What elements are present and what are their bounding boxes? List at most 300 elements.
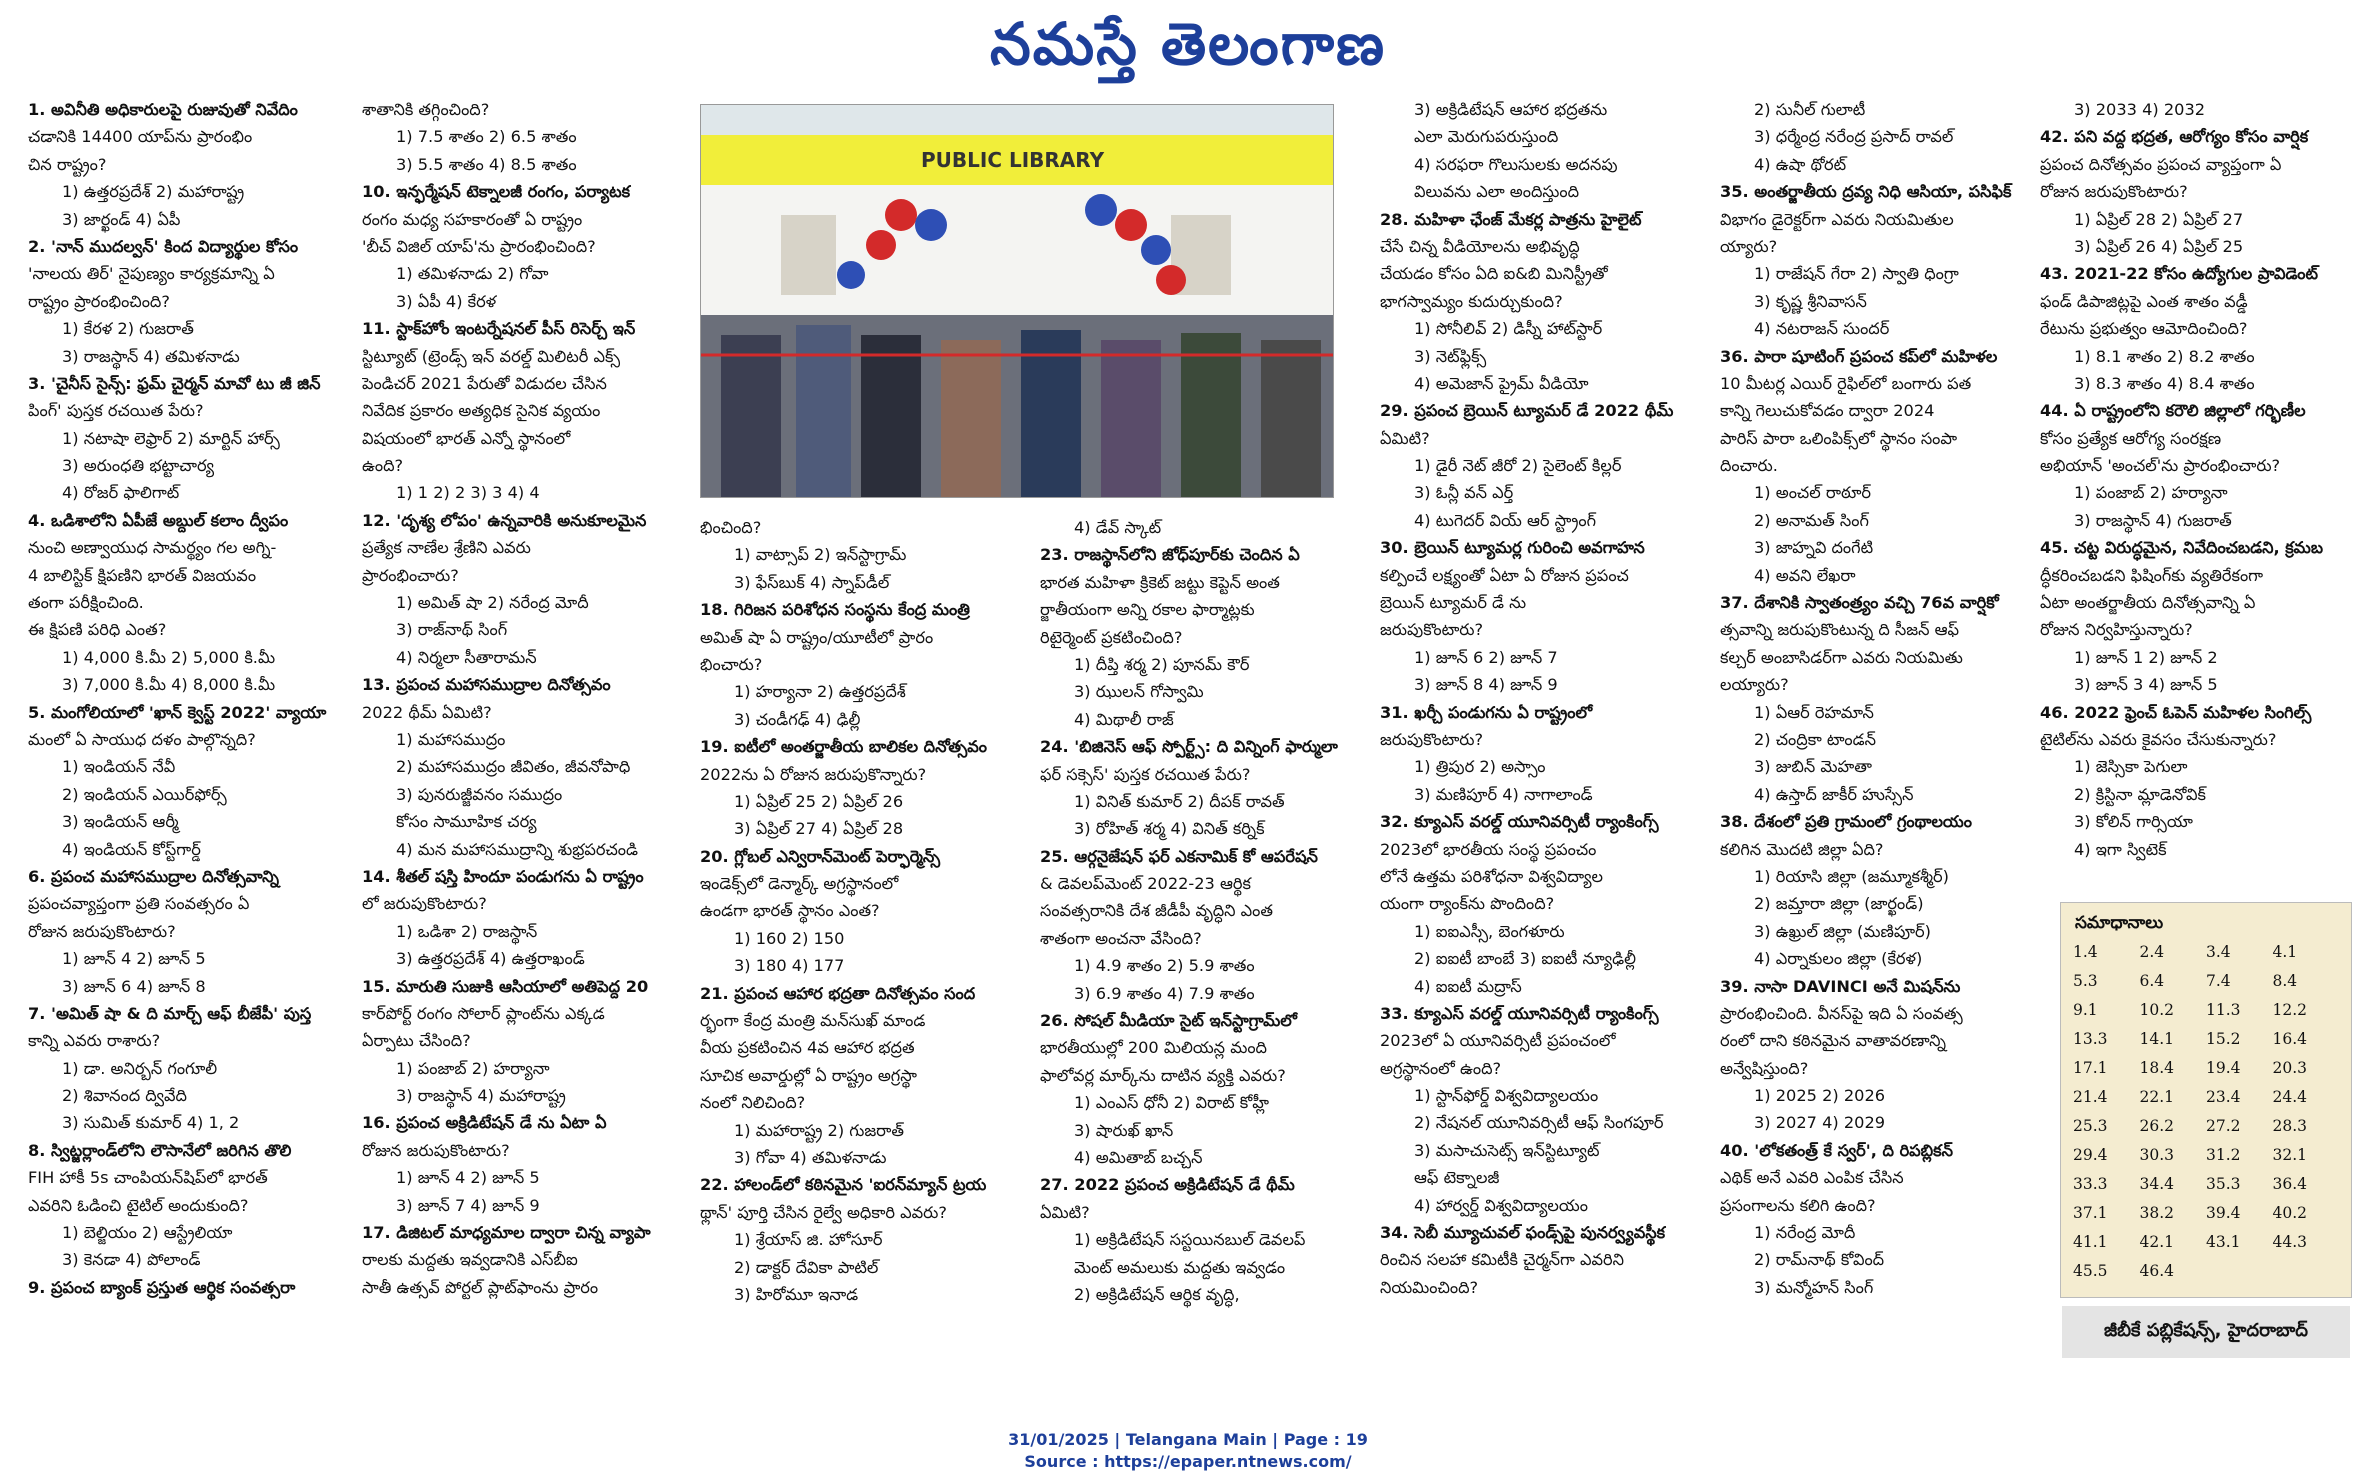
- option-line: 4) ఇగా స్విటెక్: [2074, 839, 2167, 859]
- column-1: [28, 96, 373, 1301]
- option-line: మెంట్ అమలుకు మద్దతు ఇవ్వడం: [1074, 1257, 1286, 1277]
- text-line: విభాగం డైరెక్టర్‌గా ఎవరు నియమితుల: [1720, 209, 1954, 229]
- option-line: 3) పునరుజ్జీవనం సముద్రం: [396, 784, 563, 804]
- question-line: 15. మారుతి సుజుకి ఆసియాలో అతిపెద్ద 20: [362, 976, 649, 996]
- option-line: 4) టుగెదర్ వియ్ ఆర్ స్ట్రాంగ్: [1414, 510, 1597, 530]
- option-line: 1) ఏఆర్ రెహమాన్: [1754, 702, 1874, 722]
- option-line: 1) డైరీ నెట్ జీరో 2) సైలెంట్ కిల్లర్: [1414, 456, 1622, 476]
- option-line: 1) స్టాన్‌ఫోర్డ్ విశ్వవిద్యాలయం: [1414, 1086, 1599, 1106]
- text-line: నంలో నిలిచింది?: [700, 1093, 806, 1113]
- text-line: కల్పించే లక్ష్యంతో ఏటా ఏ రోజున ప్రపంచ: [1380, 565, 1629, 585]
- option-line: 1) ఇండియన్ నేవీ: [62, 757, 176, 777]
- option-line: 3) ఏపీ 4) కేరళ: [396, 291, 497, 311]
- text-line: నియమించింది?: [1380, 1277, 1479, 1297]
- option-line: 3) 6.9 శాతం 4) 7.9 శాతం: [1074, 983, 1255, 1003]
- text-line: 2022ను ఏ రోజున జరుపుకొన్నారు?: [700, 764, 927, 784]
- option-line: 3) కృష్ణ శ్రీనివాసన్: [1754, 291, 1867, 311]
- option-line: 1) ఏప్రిల్ 25 2) ఏప్రిల్ 26: [734, 791, 904, 811]
- text-line: ఫర్ సక్సెస్' పుస్తక రచయిత పేరు?: [1040, 764, 1251, 784]
- text-line: రోజున నిర్వహిస్తున్నారు?: [2040, 620, 2193, 640]
- option-line: 4) ఉస్తాద్ జాకీర్ హుస్సేన్: [1754, 784, 1914, 804]
- text-line: పారిస్ పారా ఒలింపిక్స్‌లో స్థానం సంపా: [1720, 428, 1958, 448]
- question-line: 24. 'బిజినెస్ ఆఫ్ స్పోర్ట్స్: ది విన్నింగ్ ఫార్ములా: [1040, 737, 1338, 757]
- column-3: [700, 514, 1045, 1308]
- text-line: 'నాలయ తిర్' నైపుణ్యం కార్యక్రమాన్ని ఏ: [28, 264, 275, 284]
- text-line: ప్రారంభించారు?: [362, 565, 459, 585]
- option-line: 2) క్రిస్టినా మ్లాడెనోవిక్: [2074, 784, 2206, 804]
- option-line: 4) రోజర్ ఫాలిగాట్: [62, 483, 180, 503]
- text-line: శాతంగా అంచనా వేసింది?: [1040, 928, 1202, 948]
- answer-item: 4.1: [2272, 943, 2298, 961]
- text-line: రంలో దాని కఠినమైన వాతావరణాన్ని: [1720, 1031, 1947, 1051]
- option-line: కోసం సామూహిక చర్య: [396, 812, 537, 832]
- option-line: 1) కేరళ 2) గుజరాత్: [62, 319, 194, 339]
- option-line: 2) జమ్తారా జిల్లా (జార్ఖండ్): [1754, 894, 1924, 914]
- question-line: 18. గిరిజన పరిశోధన సంస్థను కేంద్ర మంత్రి: [700, 600, 970, 620]
- answer-item: 45.5: [2073, 1262, 2108, 1280]
- option-line: 1) డా. అనిర్బన్ గంగూలీ: [62, 1058, 218, 1078]
- question-line: 32. క్యూఎస్ వరల్డ్ యూనివర్సిటీ ర్యాంకింగ్స్: [1380, 812, 1659, 832]
- option-line: 3) ఉఖ్రుల్ జిల్లా (మణిపూర్): [1754, 921, 1931, 941]
- question-line: 43. 2021-22 కోసం ఉద్యోగుల ప్రావిడెంట్: [2040, 264, 2318, 284]
- option-line: 3) రాజ్‌నాథ్ సింగ్: [396, 620, 508, 640]
- answer-box-title: సమాధానాలు: [2075, 913, 2164, 933]
- option-line: 4) మిథాలీ రాజ్: [1074, 709, 1174, 729]
- question-line: 44. ఏ రాష్ట్రంలోని కరౌలి జిల్లాలో గర్భిణీల: [2040, 401, 2306, 421]
- text-line: కోసం ప్రత్యేక ఆరోగ్య సంరక్షణ: [2040, 428, 2222, 448]
- answer-item: 42.1: [2139, 1233, 2175, 1251]
- question-line: 33. క్యూఎస్ వరల్డ్ యూనివర్సిటీ ర్యాంకింగ్స్: [1380, 1003, 1659, 1023]
- option-line: 3) చండీగఢ్ 4) ఢిల్లీ: [734, 709, 861, 729]
- answer-item: 24.4: [2272, 1088, 2308, 1106]
- option-line: 1) 4.9 శాతం 2) 5.9 శాతం: [1074, 956, 1255, 976]
- answer-item: 37.1: [2073, 1204, 2108, 1222]
- text-line: ప్రత్యేక నాణేల శ్రేణిని ఎవరు: [362, 538, 531, 558]
- answer-item: 44.3: [2272, 1233, 2308, 1251]
- answer-item: 43.1: [2206, 1233, 2241, 1251]
- question-line: 10. ఇన్ఫర్మేషన్ టెక్నాలజీ రంగం, పర్యాటక: [362, 182, 631, 202]
- column-6: [1720, 96, 2065, 1301]
- question-line: 17. డిజిటల్ మాధ్యమాల ద్వారా చిన్న వ్యాపా: [362, 1223, 651, 1243]
- option-line: 2) రామ్‌నాథ్ కోవింద్: [1754, 1250, 1885, 1270]
- answer-item: 22.1: [2139, 1088, 2175, 1106]
- text-line: బ్రెయిన్ ట్యూమర్ డే ను: [1380, 593, 1527, 613]
- question-line: 21. ప్రపంచ ఆహార భద్రతా దినోత్సవం సంద: [700, 983, 976, 1003]
- text-line: కాన్ని ఎవరు రాశారు?: [28, 1031, 161, 1051]
- text-line: కాన్ని గెలుచుకోవడం ద్వారా 2024: [1720, 401, 1935, 421]
- option-line: 1) బెల్జియం 2) ఆస్ట్రేలియా: [62, 1223, 233, 1243]
- text-line: రిటైర్మెంట్ ప్రకటించింది?: [1040, 627, 1183, 647]
- option-line: 4) అమెజాన్ ప్రైమ్ వీడియో: [1414, 373, 1589, 393]
- text-line: చిన రాష్ట్రం?: [28, 154, 107, 174]
- question-line: 26. సోషల్ మీడియా సైట్ ఇన్‌స్టాగ్రామ్‌లో: [1040, 1011, 1297, 1031]
- option-line: 1) ఒడిశా 2) రాజస్థాన్: [396, 921, 538, 941]
- option-line: 3) 180 4) 177: [734, 956, 845, 976]
- text-line: నుంచి అణ్వాయుధ సామర్థ్యం గల అగ్ని-: [28, 538, 277, 558]
- option-line: 3) ఏప్రిల్ 26 4) ఏప్రిల్ 25: [2074, 236, 2244, 256]
- text-line: భించింది?: [700, 518, 762, 537]
- question-line: 8. స్విట్జర్లాండ్‌లోని లౌసానేలో జరిగిన తొలి: [28, 1140, 292, 1160]
- option-line: 3) 2033 4) 2032: [2074, 100, 2206, 119]
- option-line: 3) ఏప్రిల్ 27 4) ఏప్రిల్ 28: [734, 819, 904, 839]
- option-line: 1) మహాసముద్రం: [396, 729, 506, 749]
- option-line: 3) జూన్ 8 4) జూన్ 9: [1414, 675, 1558, 695]
- text-line: టైటిల్‌ను ఎవరు కైవసం చేసుకున్నారు?: [2040, 729, 2277, 749]
- question-line: 39. నాసా DAVINCI అనే మిషన్‌ను: [1720, 976, 1961, 996]
- text-line: దించారు.: [1720, 456, 1778, 476]
- question-line: 37. దేశానికి స్వాతంత్ర్యం వచ్చి 76వ వార్షికో: [1720, 593, 1999, 613]
- option-line: 1) జూన్ 1 2) జూన్ 2: [2074, 647, 2218, 667]
- text-line: రాష్ట్రం ప్రారంభించింది?: [28, 291, 170, 311]
- option-line: 1) ఏప్రిల్ 28 2) ఏప్రిల్ 27: [2074, 209, 2244, 229]
- text-line: ఏటా అంతర్జాతీయ దినోత్సవాన్ని ఏ: [2040, 593, 2256, 613]
- question-line: 31. ఖర్చీ పండుగను ఏ రాష్ట్రంలో: [1380, 702, 1593, 722]
- option-line: 1) నటాషా లెఫ్రార్ 2) మార్టిన్ హార్స్: [62, 428, 280, 448]
- text-line: కల్చర్ అంబాసిడర్‌గా ఎవరు నియమితు: [1720, 647, 1963, 667]
- option-line: 1) హర్యానా 2) ఉత్తరప్రదేశ్: [734, 682, 906, 702]
- text-line: పెండిచర్ 2021 పేరుతో విడుదల చేసిన: [362, 373, 607, 393]
- question-line: 16. ప్రపంచ అక్రిడిటేషన్ డే ను ఏటా ఏ: [362, 1113, 607, 1133]
- text-line: ప్రపంచవ్యాప్తంగా ప్రతి సంవత్సరం ఏ: [28, 894, 250, 914]
- text-line: విషయంలో భారత్ ఎన్నో స్థానంలో: [362, 428, 571, 448]
- question-line: 12. 'దృశ్య లోపం' ఉన్నవారికి అనుకూలమైన: [362, 510, 647, 530]
- option-line: 4) ఇండియన్ కోస్ట్‌గార్డ్: [62, 839, 201, 859]
- option-line: 3) 5.5 శాతం 4) 8.5 శాతం: [396, 154, 577, 174]
- option-line: 1) 4,000 కి.మీ 2) 5,000 కి.మీ: [62, 647, 276, 667]
- text-line: చేసే చిన్న వీడియోలను అభివృద్ధి: [1380, 236, 1580, 256]
- text-line: తంగా పరీక్షించింది.: [28, 593, 144, 613]
- answer-item: 26.2: [2139, 1117, 2175, 1135]
- answer-item: 36.4: [2272, 1175, 2308, 1193]
- column-2: [362, 96, 702, 1301]
- option-line: 3) అక్రిడిటేషన్ ఆహార భద్రతను: [1414, 100, 1608, 119]
- question-line: 45. చట్ట విరుద్ధమైన, నివేదించబడని, క్రమబ: [2040, 538, 2323, 558]
- option-line: 3) 8.3 శాతం 4) 8.4 శాతం: [2074, 373, 2255, 393]
- question-line: 27. 2022 ప్రపంచ అక్రిడిటేషన్ డే థీమ్: [1040, 1175, 1295, 1195]
- option-line: విలువను ఎలా అందిస్తుంది: [1414, 182, 1579, 202]
- option-line: 4) డేవ్ స్కాట్: [1074, 518, 1162, 537]
- answer-item: 11.3: [2206, 1001, 2241, 1019]
- answer-item: 19.4: [2206, 1059, 2241, 1077]
- text-line: రంగం మధ్య సహకారంతో ఏ రాష్ట్రం: [362, 209, 583, 229]
- text-line: ర్జాతీయంగా అన్ని రకాల ఫార్మాట్లకు: [1040, 600, 1255, 620]
- option-line: 1) అమిత్ షా 2) నరేంద్ర మోదీ: [396, 593, 589, 613]
- question-line: 25. ఆర్గనైజేషన్ ఫర్ ఎకనామిక్ కో ఆపరేషన్: [1040, 846, 1318, 866]
- text-line: సాతీ ఉత్సవ్ పోర్టల్ ప్లాట్‌ఫాంను ప్రారం: [362, 1277, 599, 1297]
- text-line: ప్రసంగాలను కలిగి ఉంది?: [1720, 1195, 1876, 1215]
- answer-box: [2060, 902, 2352, 1298]
- option-line: 1) 1 2) 2 3) 3 4) 4: [396, 483, 540, 503]
- library-sign: PUBLIC LIBRARY: [921, 148, 1105, 172]
- text-line: అమిత్ షా ఏ రాష్ట్రం/యూటీలో ప్రారం: [700, 627, 934, 647]
- option-line: 3) మణిపూర్ 4) నాగాలాండ్: [1414, 784, 1593, 804]
- answer-item: 41.1: [2073, 1233, 2108, 1251]
- text-line: పింగ్' పుస్తక రచయిత పేరు?: [28, 401, 204, 421]
- option-line: 3) జూన్ 3 4) జూన్ 5: [2074, 675, 2218, 695]
- option-line: 3) జూన్ 7 4) జూన్ 9: [396, 1195, 540, 1215]
- answer-item: 23.4: [2206, 1088, 2241, 1106]
- column-7: [2040, 96, 2370, 863]
- option-line: 1) త్రిపుర 2) అస్సాం: [1414, 757, 1546, 777]
- text-line: రోజున జరుపుకొంటారు?: [28, 921, 176, 941]
- text-line: ఉంది?: [362, 456, 404, 476]
- text-line: 4 బాలిస్టిక్ క్షిపణిని భారత్ విజయవం: [28, 565, 257, 585]
- text-line: ద్ధీకరించబడని ఫిషింగ్‌కు వ్యతిరేకంగా: [2040, 565, 2264, 585]
- text-line: థ్లాన్' పూర్తి చేసిన రైల్వే అధికారి ఎవరు?: [700, 1202, 947, 1222]
- option-line: 3) జుబిన్ మెహతా: [1754, 757, 1872, 777]
- text-line: ఉండగా భారత్ స్థానం ఎంత?: [700, 901, 880, 921]
- text-line: అగ్రస్థానంలో ఉంది?: [1380, 1058, 1502, 1078]
- answer-item: 1.4: [2073, 943, 2098, 961]
- answer-item: 10.2: [2139, 1001, 2175, 1019]
- text-line: 2023లో భారతీయ సంస్థ ప్రపంచం: [1380, 839, 1597, 859]
- text-line: 2022 థీమ్ ఏమిటి?: [362, 702, 492, 722]
- question-line: 40. 'లోకతంత్ర్ కే స్వర్', ది రిపబ్లికన్: [1720, 1140, 1953, 1160]
- option-line: 4) ఎర్నాకులం జిల్లా (కేరళ): [1754, 949, 1923, 969]
- option-line: 1) ఐఐఎస్సీ, బెంగళూరు: [1414, 921, 1565, 941]
- text-line: అన్వేషిస్తుంది?: [1720, 1058, 1809, 1078]
- option-line: 3) కెనడా 4) పోలాండ్: [62, 1250, 201, 1270]
- question-line: 2. 'నాన్ ముదల్వన్' కింద విద్యార్థుల కోసం: [28, 236, 299, 256]
- library-photo: [700, 104, 1334, 498]
- option-line: 3) ఇండియన్ ఆర్మీ: [62, 812, 179, 832]
- question-line: 5. మంగోలియాలో 'ఖాన్ క్వెస్ట్ 2022' వ్యాయా: [28, 702, 327, 722]
- option-line: 3) జూన్ 6 4) జూన్ 8: [62, 976, 206, 996]
- answer-item: 14.1: [2139, 1030, 2175, 1048]
- option-line: 1) జూన్ 4 2) జూన్ 5: [62, 949, 206, 969]
- text-line: జరుపుకొంటారు?: [1380, 729, 1484, 749]
- option-line: 2) డాక్టర్ దేవికా పాటిల్: [734, 1257, 879, 1277]
- option-line: 1) వినిత్ కుమార్ 2) దీపక్ రావత్: [1074, 791, 1285, 811]
- option-line: 1) 2025 2) 2026: [1754, 1086, 1886, 1106]
- option-line: 3) గోవా 4) తమిళనాడు: [734, 1147, 887, 1167]
- text-line: ఏర్పాటు చేసింది?: [362, 1031, 471, 1051]
- text-line: శాతానికి తగ్గించింది?: [362, 100, 490, 119]
- text-line: ప్రారంభించింది. వీనస్‌పై ఇది ఏ సంవత్స: [1720, 1003, 1963, 1023]
- question-line: 46. 2022 ఫ్రెంచ్ ఓపెన్ మహిళల సింగిల్స్: [2040, 702, 2312, 722]
- option-line: 4) సరఫరా గొలుసులకు అదనపు: [1414, 154, 1618, 174]
- answer-item: 34.4: [2139, 1175, 2175, 1193]
- text-line: వీయ ప్రకటించిన 4వ ఆహార భద్రత: [700, 1038, 915, 1058]
- answer-item: 13.3: [2073, 1030, 2108, 1048]
- text-line: భారతీయుల్లో 200 మిలియన్ల మంది: [1040, 1038, 1267, 1058]
- answer-item: 15.2: [2206, 1030, 2241, 1048]
- option-line: 4) ఐఐటీ మద్రాస్: [1414, 976, 1522, 996]
- question-line: 34. సెబీ మ్యూచువల్ ఫండ్స్‌పై పునర్వ్యవస్థీక: [1380, 1223, 1666, 1243]
- question-line: 14. శీతల్ షస్తి హిందూ పండుగను ఏ రాష్ట్రం: [362, 866, 644, 886]
- option-line: 1) 8.1 శాతం 2) 8.2 శాతం: [2074, 346, 2255, 366]
- text-line: ఏమిటి?: [1040, 1202, 1090, 1222]
- text-line: సంవత్సరానికి దేశ జీడీపీ వృద్ధిని ఎంత: [1040, 901, 1273, 921]
- text-line: లయ్యారు?: [1720, 675, 1789, 695]
- option-line: ఆఫ్ టెక్నాలజీ: [1414, 1168, 1500, 1188]
- text-line: ప్రపంచ దినోత్సవం ప్రపంచ వ్యాప్తంగా ఏ: [2040, 154, 2282, 174]
- text-line: 10 మీటర్ల ఎయిర్ రైఫిల్‌లో బంగారు పత: [1720, 373, 1972, 393]
- text-line: ఫాలోవర్ల మార్క్‌ను దాటిన వ్యక్తి ఎవరు?: [1040, 1065, 1286, 1085]
- option-line: 1) జెస్సికా పెగులా: [2074, 757, 2188, 777]
- text-line: భారత మహిళా క్రికెట్ జట్టు కెప్టెన్ అంత: [1040, 572, 1280, 592]
- question-line: 19. ఐటీలో అంతర్జాతీయ బాలికల దినోత్సవం: [700, 737, 987, 757]
- option-line: 1) 7.5 శాతం 2) 6.5 శాతం: [396, 127, 577, 147]
- option-line: 4) నిర్మలా సీతారామన్: [396, 647, 537, 667]
- publisher-credit: జీబీకే పబ్లికేషన్స్, హైదరాబాద్: [2062, 1306, 2350, 1358]
- option-line: 3) నెట్‌ఫ్లిక్స్: [1414, 346, 1487, 366]
- question-line: 30. బ్రెయిన్ ట్యూమర్ల గురించి అవగాహన: [1380, 538, 1645, 558]
- answer-item: 17.1: [2073, 1059, 2108, 1077]
- answer-item: 46.4: [2139, 1262, 2175, 1280]
- text-line: 'బీచ్ విజిల్ యాప్'ను ప్రారంభించింది?: [362, 236, 596, 256]
- text-line: చేయడం కోసం ఏది ఐ&బి మినిస్ట్రీతో: [1380, 264, 1608, 284]
- answer-item: 18.4: [2139, 1059, 2175, 1077]
- answer-item: 30.3: [2139, 1146, 2175, 1164]
- answer-item: 16.4: [2272, 1030, 2308, 1048]
- answer-item: 40.2: [2272, 1204, 2308, 1222]
- option-line: 3) షారుఖ్ ఖాన్: [1074, 1120, 1174, 1140]
- text-line: రాలకు మద్దతు ఇవ్వడానికి ఎస్‌బీఐ: [362, 1250, 578, 1270]
- option-line: 3) రాజస్థాన్ 4) మహారాష్ట్ర: [396, 1086, 566, 1106]
- option-line: 4) ఉషా థోరట్: [1754, 154, 1847, 174]
- option-line: 2) శివానంద ద్వివేది: [62, 1086, 187, 1106]
- text-line: FIH హాకీ 5s చాంపియన్‌షిప్‌లో భారత్: [28, 1168, 268, 1188]
- text-line: కార్‌పోర్ట్ రంగం సోలార్ ప్లాంట్‌ను ఎక్కడ: [362, 1003, 605, 1023]
- answer-grid: [2061, 943, 2351, 1280]
- option-line: 3) రోహిత్ శర్మ 4) వినిత్ కర్నిక్: [1074, 819, 1265, 839]
- option-line: 4) హార్వర్డ్ విశ్వవిద్యాలయం: [1414, 1195, 1588, 1215]
- answer-item: 20.3: [2272, 1059, 2308, 1077]
- answer-item: 33.3: [2073, 1175, 2108, 1193]
- text-line: మంలో ఏ సాయుధ దళం పాల్గొన్నది?: [28, 729, 256, 749]
- option-line: 1) అక్రిడిటేషన్ సస్టయినబుల్ డెవలప్: [1074, 1230, 1306, 1250]
- option-line: 2) ఇండియన్ ఎయిర్‌ఫోర్స్: [62, 784, 227, 804]
- option-line: 3) హిరోమూ ఇనాడ: [734, 1284, 859, 1304]
- text-line: ఫండ్ డిపాజిట్లపై ఎంత శాతం వడ్డీ: [2040, 291, 2248, 311]
- option-line: 1) దీప్తి శర్మ 2) పూనమ్ కౌర్: [1074, 654, 1250, 674]
- option-line: 3) జార్ఖండ్ 4) ఏపీ: [62, 209, 181, 229]
- text-line: రోజున జరుపుకొంటారు?: [362, 1140, 510, 1160]
- masthead: నమస్తే తెలంగాణ: [990, 10, 1386, 78]
- option-line: 1) ఉత్తరప్రదేశ్ 2) మహారాష్ట్ర: [62, 182, 245, 202]
- answer-item: 2.4: [2139, 943, 2165, 961]
- answer-item: 6.4: [2139, 972, 2165, 990]
- option-line: 1) జూన్ 6 2) జూన్ 7: [1414, 647, 1558, 667]
- question-line: 22. హాలండ్‌లో కఠినమైన 'ఐరన్‌మ్యాన్ ట్రయ: [700, 1175, 987, 1195]
- text-line: జరుపుకొంటారు?: [1380, 620, 1484, 640]
- answer-item: 5.3: [2073, 972, 2098, 990]
- option-line: 3) ధర్మేంద్ర నరేంద్ర ప్రసాద్ రావల్: [1754, 127, 1954, 147]
- option-line: 2) అక్రిడిటేషన్ ఆర్థిక వృద్ధి,: [1074, 1284, 1240, 1304]
- option-line: 3) జాహ్నవి దంగేటి: [1754, 538, 1874, 558]
- text-line: యంగా ర్యాంక్‌ను పొందింది?: [1380, 894, 1555, 914]
- text-line: 2023లో ఏ యూనివర్సిటీ ప్రపంచంలో: [1380, 1031, 1616, 1051]
- option-line: 3) మన్మోహన్ సింగ్: [1754, 1277, 1874, 1297]
- option-line: 3) రాజస్థాన్ 4) తమిళనాడు: [62, 346, 240, 366]
- option-line: 1) తమిళనాడు 2) గోవా: [396, 264, 549, 284]
- question-line: 1. అవినీతి అధికారులపై రుజువుతో నివేదిం: [28, 100, 298, 119]
- option-line: 3) 2027 4) 2029: [1754, 1113, 1886, 1133]
- answer-item: 35.3: [2206, 1175, 2241, 1193]
- text-line: ఇండెక్స్‌లో డెన్మార్క్ అగ్రస్థానంలో: [700, 874, 899, 894]
- column-5: [1380, 96, 1725, 1301]
- option-line: 1) రియాసి జిల్లా (జమ్మూకశ్మీర్): [1754, 866, 1949, 886]
- option-line: 3) కోలిన్ గార్సియా: [2074, 812, 2193, 832]
- answer-item: 8.4: [2272, 972, 2298, 990]
- text-line: అభియాన్ 'అంచల్'ను ప్రారంభించారు?: [2040, 456, 2281, 476]
- option-line: 3) 7,000 కి.మీ 4) 8,000 కి.మీ: [62, 675, 276, 695]
- text-line: ఎథిక్ అనే ఎవరి ఎంపిక చేసిన: [1720, 1168, 1904, 1188]
- answer-item: 27.2: [2206, 1117, 2241, 1135]
- option-line: 3) ఫేస్‌బుక్ 4) స్నాప్‌డీల్: [734, 572, 890, 592]
- column-4: [1040, 514, 1385, 1308]
- option-line: 3) రాజస్థాన్ 4) గుజరాత్: [2074, 510, 2232, 530]
- option-line: 4) మన మహాసముద్రాన్ని శుభ్రపరచండి: [396, 839, 638, 859]
- text-line: భించారు?: [700, 654, 763, 674]
- option-line: 2) చంద్రికా టాండన్: [1754, 729, 1876, 749]
- question-line: 3. 'చైనీస్ సైన్స్: ఫ్రమ్ చైర్మన్ మావో టు జీ జిన్: [28, 373, 321, 393]
- text-line: రించిన సలహా కమిటీకి చైర్మన్‌గా ఎవరిని: [1380, 1250, 1624, 1270]
- question-line: 9. ప్రపంచ బ్యాంక్ ప్రస్తుత ఆర్థిక సంవత్సరా: [28, 1277, 296, 1297]
- text-line: ఈ క్షిపణి పరిధి ఎంత?: [28, 620, 167, 640]
- answer-item: 9.1: [2073, 1001, 2098, 1019]
- question-line: 29. ప్రపంచ బ్రెయిన్ ట్యూమర్ డే 2022 థీమ్: [1380, 401, 1674, 421]
- option-line: 1) అంచల్ రాఠూర్: [1754, 483, 1872, 503]
- text-line: లో జరుపుకొంటారు?: [362, 894, 487, 914]
- option-line: 4) నటరాజన్ సుందర్: [1754, 319, 1890, 339]
- option-line: 2) అనామత్ సింగ్: [1754, 510, 1869, 530]
- question-line: 42. పని వద్ద భద్రత, ఆరోగ్యం కోసం వార్షిక: [2040, 127, 2309, 147]
- option-line: 1) పంజాబ్ 2) హర్యానా: [396, 1058, 550, 1078]
- text-line: ర్భంగా కేంద్ర మంత్రి మన్‌సుఖ్ మాండ: [700, 1011, 926, 1031]
- option-line: 4) అమితాబ్ బచ్చన్: [1074, 1147, 1203, 1167]
- text-line: స్టిట్యూట్ (ట్రెండ్స్ ఇన్ వరల్డ్ మిలిటరీ ఎక్స్: [362, 346, 621, 366]
- option-line: 1) సోనీలివ్ 2) డిస్నీ హాట్‌స్టార్: [1414, 319, 1603, 339]
- option-line: 1) శ్రేయాస్ జి. హోసూర్: [734, 1230, 883, 1250]
- library-photo-image: [701, 105, 1333, 497]
- answer-item: 39.4: [2206, 1204, 2241, 1222]
- text-line: నివేదిక ప్రకారం అత్యధిక సైనిక వ్యయం: [362, 401, 601, 421]
- question-line: 38. దేశంలో ప్రతి గ్రామంలో గ్రంథాలయం: [1720, 812, 1972, 832]
- option-line: 2) మహాసముద్రం జీవితం, జీవనోపాధి: [396, 757, 631, 777]
- answer-item: 28.3: [2272, 1117, 2308, 1135]
- text-line: త్సవాన్ని జరుపుకొంటున్న ది సీజన్ ఆఫ్: [1720, 620, 1960, 640]
- question-line: 7. 'అమిత్ షా & ది మార్చ్ ఆఫ్ బీజేపీ' పుస్త: [28, 1003, 312, 1023]
- option-line: ఎలా మెరుగుపరుస్తుంది: [1414, 127, 1559, 147]
- question-line: 20. గ్లోబల్ ఎన్విరాన్‌మెంట్ పెర్ఫార్మెన్స్: [700, 846, 941, 866]
- question-line: 4. ఒడిశాలోని ఏపీజే అబ్దుల్ కలాం ద్వీపం: [28, 510, 289, 530]
- answer-item: 38.2: [2139, 1204, 2175, 1222]
- option-line: 1) 160 2) 150: [734, 928, 845, 948]
- question-line: 36. పారా షూటింగ్ ప్రపంచ కప్‌లో మహిళల: [1720, 346, 1998, 366]
- option-line: 1) రాజేషన్ గేరా 2) స్వాతి ధింగ్రా: [1754, 264, 1959, 284]
- option-line: 1) నరేంద్ర మోదీ: [1754, 1223, 1856, 1243]
- answer-item: 12.2: [2272, 1001, 2308, 1019]
- option-line: 3) మసాచుసెట్స్ ఇన్‌స్టిట్యూట్: [1414, 1140, 1600, 1160]
- question-line: 28. మహిళా ఛేంజ్ మేకర్ల పాత్రను హైలైట్: [1380, 209, 1642, 229]
- question-line: 23. రాజస్థాన్‌లోని జోధ్‌పూర్‌కు చెందిన ఏ: [1040, 545, 1300, 565]
- answer-item: 25.3: [2073, 1117, 2108, 1135]
- footer-source: Source : https://epaper.ntnews.com/: [1024, 1452, 1352, 1471]
- answer-item: 32.1: [2272, 1146, 2308, 1164]
- option-line: 2) ఐఐటీ బాంబే 3) ఐఐటీ న్యూఢిల్లీ: [1414, 949, 1636, 969]
- text-line: లోనే ఉత్తమ పరిశోధనా విశ్వవిద్యాల: [1380, 866, 1604, 886]
- text-line: ఎవరిని ఓడించి టైటిల్ అందుకుంది?: [28, 1195, 249, 1215]
- option-line: 3) ఉత్తరప్రదేశ్ 4) ఉత్తరాఖండ్: [396, 949, 585, 969]
- option-line: 1) ఎంఎస్ ధోనీ 2) విరాట్ కోహ్లీ: [1074, 1093, 1269, 1113]
- question-line: 11. స్టాక్‌హోం ఇంటర్నేషనల్ పీస్ రిసెర్చ్ ఇన్: [362, 319, 636, 339]
- option-line: 2) నేషనల్ యూనివర్సిటీ ఆఫ్ సింగపూర్: [1414, 1113, 1664, 1133]
- answer-item: 31.2: [2206, 1146, 2241, 1164]
- question-line: 6. ప్రపంచ మహాసముద్రాల దినోత్సవాన్ని: [28, 866, 279, 886]
- question-line: 35. అంతర్జాతీయ ద్రవ్య నిధి ఆసియా, పసిఫిక్: [1720, 182, 2012, 202]
